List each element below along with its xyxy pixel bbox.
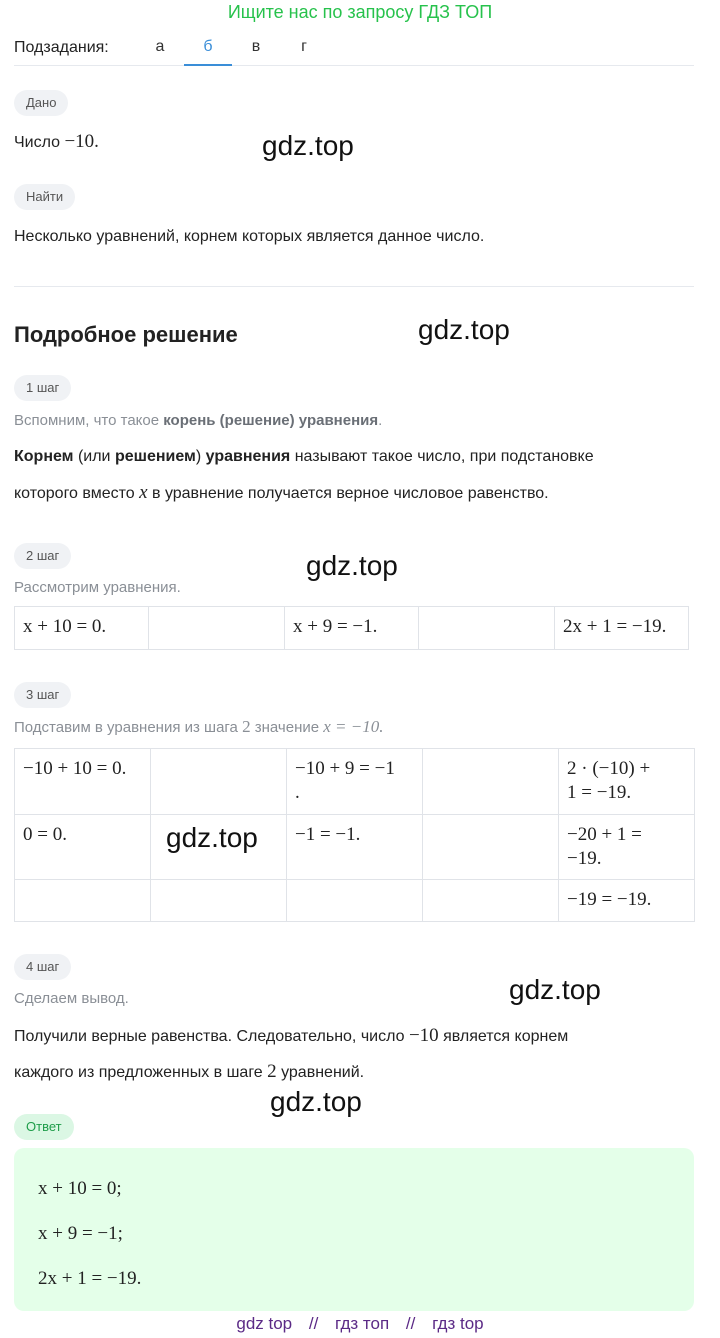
subtask-tab-g[interactable]: г [301, 37, 307, 55]
step3-chip: 3 шаг [14, 682, 71, 708]
sub-r2c3: −1 = −1. [287, 815, 423, 880]
given-text [14, 124, 99, 161]
answer-chip: Ответ [14, 1114, 74, 1140]
subtask-tab-b[interactable]: б [184, 30, 232, 66]
watermark: gdz.top [262, 130, 354, 161]
conclusion-post: является корнем [438, 1028, 569, 1045]
step3-hint-mid: значение [250, 719, 324, 736]
conclusion-pre: Получили верные равенства. Следовательно, число [14, 1028, 409, 1045]
step4-conclusion-line1 [14, 1018, 568, 1055]
conclusion-number: −10 [408, 1025, 439, 1046]
empty-cell [151, 880, 287, 922]
def-bold-3: уравнения [205, 448, 291, 465]
step2-hint: Рассмотрим уравнения. [14, 579, 181, 596]
subtasks-label: Подзадания: [14, 38, 109, 56]
footer-link-3[interactable]: гдз top [432, 1314, 484, 1333]
table-row [15, 880, 695, 922]
empty-cell [423, 749, 559, 815]
conclusion2-post: уравнений. [276, 1064, 365, 1081]
step1-hint-bold: корень (решение) уравнения [163, 412, 379, 429]
footer-link-1[interactable]: gdz top [236, 1314, 293, 1333]
step1-hint-pre: Вспомним, что такое [14, 412, 164, 429]
find-chip: Найти [14, 184, 75, 210]
sub-r1c3-line2: . [295, 782, 300, 803]
empty-cell [151, 749, 287, 815]
sub-r2c5-line2: −19. [567, 848, 602, 869]
step4-hint: Сделаем вывод. [14, 990, 129, 1007]
conclusion2-pre: каждого из предложенных в шаге [14, 1064, 268, 1081]
answer-box [14, 1148, 694, 1311]
sub-r3c5: −19 = −19. [559, 880, 695, 922]
equation-3: 2x + 1 = −19. [555, 607, 689, 650]
step2-equations-table [14, 606, 689, 650]
watermark: gdz.top [166, 822, 258, 853]
step2-chip: 2 шаг [14, 543, 71, 569]
sub-r2c1: 0 = 0. [15, 815, 151, 880]
step1-definition-line1 [14, 439, 594, 475]
conclusion2-number: 2 [267, 1061, 277, 1082]
watermark: gdz.top [306, 550, 398, 581]
subtasks-bar [14, 30, 694, 66]
empty-cell [423, 815, 559, 880]
search-banner: Ищите нас по запросу ГДЗ ТОП [227, 2, 493, 22]
answer-line-3: 2x + 1 = −19. [38, 1268, 142, 1289]
watermark: gdz.top [270, 1086, 362, 1117]
def-text-1: (или [73, 448, 115, 465]
step3-hint [14, 716, 384, 739]
footer-link-2[interactable]: гдз топ [335, 1314, 390, 1333]
def-text-3: называют такое число, при подстановке [290, 448, 594, 465]
equation-1: x + 10 = 0. [15, 607, 149, 650]
subtask-tab-a[interactable]: а [155, 37, 165, 55]
empty-cell [149, 607, 285, 650]
step3-hint-math: x = −10. [323, 717, 384, 736]
answer-line-1: x + 10 = 0; [38, 1178, 122, 1199]
step1-hint [14, 410, 382, 432]
footer-separator: // [308, 1314, 319, 1333]
empty-cell [287, 880, 423, 922]
step3-substitution-table [14, 748, 695, 922]
step1-chip: 1 шаг [14, 375, 71, 401]
given-chip: Дано [14, 90, 68, 116]
watermark: gdz.top [509, 974, 601, 1005]
empty-cell [423, 880, 559, 922]
sub-r2c5-line1: −20 + 1 = [567, 824, 642, 845]
sub-r1c5-line1: 2 · (−10) + [567, 758, 651, 779]
step3-hint-pre: Подставим в уравнения из шага [14, 719, 243, 736]
def-bold-2: решением [114, 448, 196, 465]
def-text-2: ) [195, 448, 206, 465]
find-text: Несколько уравнений, корнем которых является данное число. [14, 228, 485, 245]
sub-r2c5 [559, 815, 695, 880]
equation-2: x + 9 = −1. [285, 607, 419, 650]
table-row [15, 815, 695, 880]
def-line2-post: в уравнение получается верное числовое равенство. [147, 485, 549, 502]
given-label: Число [14, 134, 61, 151]
footer-links [0, 1310, 720, 1338]
def-variable: x [139, 482, 148, 503]
table-row [15, 749, 695, 815]
empty-cell [15, 880, 151, 922]
section-divider [14, 286, 694, 287]
solution-title: Подробное решение [14, 322, 238, 347]
def-bold-1: Корнем [14, 448, 74, 465]
sub-r1c5-line2: 1 = −19. [567, 782, 632, 803]
sub-r1c3 [287, 749, 423, 815]
sub-r1c1: −10 + 10 = 0. [15, 749, 151, 815]
step3-hint-num: 2 [242, 717, 251, 736]
subtask-tab-v[interactable]: в [251, 37, 261, 55]
sub-r1c5 [559, 749, 695, 815]
step1-definition-line2 [14, 475, 549, 512]
answer-line-2: x + 9 = −1; [38, 1223, 123, 1244]
footer-separator: // [405, 1314, 416, 1333]
empty-cell [419, 607, 555, 650]
given-value: −10. [64, 131, 99, 152]
step4-chip: 4 шаг [14, 954, 71, 980]
step1-hint-post: . [378, 412, 383, 429]
def-line2-pre: которого вместо [14, 485, 140, 502]
watermark: gdz.top [418, 314, 510, 345]
table-row [15, 607, 689, 650]
sub-r1c3-line1: −10 + 9 = −1 [295, 758, 395, 779]
